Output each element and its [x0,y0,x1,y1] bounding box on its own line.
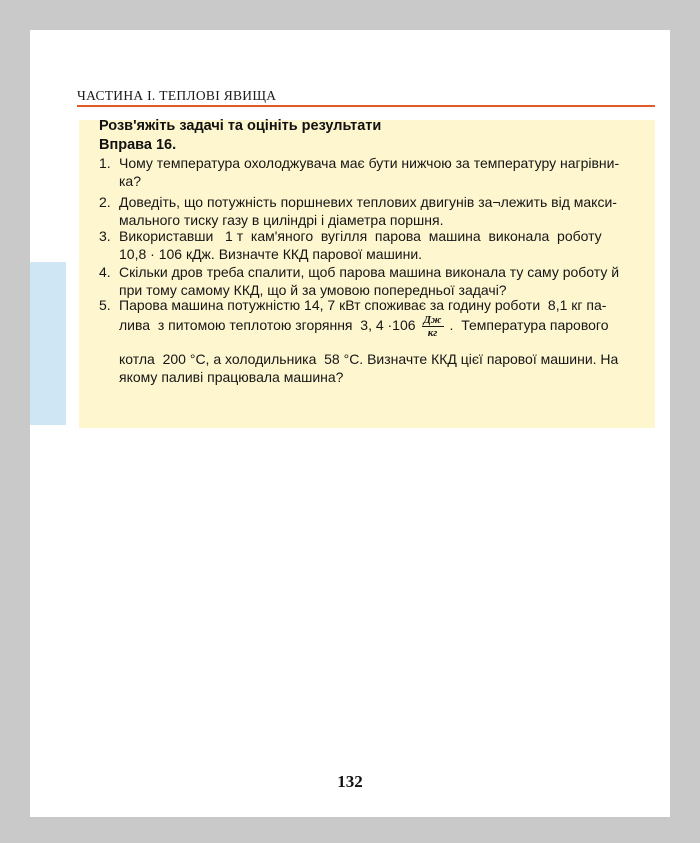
problem-5 [99,296,647,386]
problem-text: . Температура парового [449,317,609,334]
problem-line: ка? [119,173,142,189]
problem-line: Доведіть, що потужність поршневих теплових двигунів за¬лежить від макси- [119,194,617,210]
problem-3 [99,227,647,263]
problem-line: Парова машина потужністю 14, 7 кВт споживає за годину роботи 8,1 кг па- [119,297,607,313]
problem-line: при тому самому ККД, що й за умовою попередньої задачі? [119,282,507,298]
problem-text: лива з питомою теплотою згоряння 3, 4 ·106 [119,317,416,334]
problem-line: Скільки дров треба спалити, щоб парова машина виконала ту саму роботу й [119,264,620,280]
problem-number: 5. [99,297,111,313]
problem-number: 1. [99,155,111,171]
problem-4 [99,263,647,299]
section-heading: Розв'яжіть задачі та оцініть результати [99,118,382,134]
problem-line: котла 200 °С, а холодильника 58 °С. Визначте ККД цієї парової машини. На [119,351,619,367]
unit-fraction [422,314,444,339]
problem-line: мального тиску газу в циліндрі і діаметра поршня. [119,212,444,228]
problem-line: Використавши 1 т кам'яного вугілля парова машина виконала роботу [119,228,602,244]
problem-line: Чому температура охолоджувача має бути нижчою за температуру нагрівни- [119,155,620,171]
problem-line-with-fraction [119,314,647,344]
chapter-header: ЧАСТИНА І. ТЕПЛОВІ ЯВИЩА [77,88,277,103]
problem-number: 2. [99,194,111,210]
problem-1 [99,154,647,190]
header-divider [77,105,655,107]
fraction-denominator: кг [427,327,438,339]
textbook-page [30,30,670,817]
page-number: 132 [337,772,363,791]
problem-2 [99,193,647,229]
problem-line: якому паливі працювала машина? [119,369,344,385]
exercise-title: Вправа 16. [99,137,177,153]
problem-number: 3. [99,228,111,244]
fraction-numerator: Дж [423,314,442,326]
side-color-tab [30,262,66,425]
problem-number: 4. [99,264,111,280]
problem-line: 10,8 · 106 кДж. Визначте ККД парової машини. [119,246,423,262]
